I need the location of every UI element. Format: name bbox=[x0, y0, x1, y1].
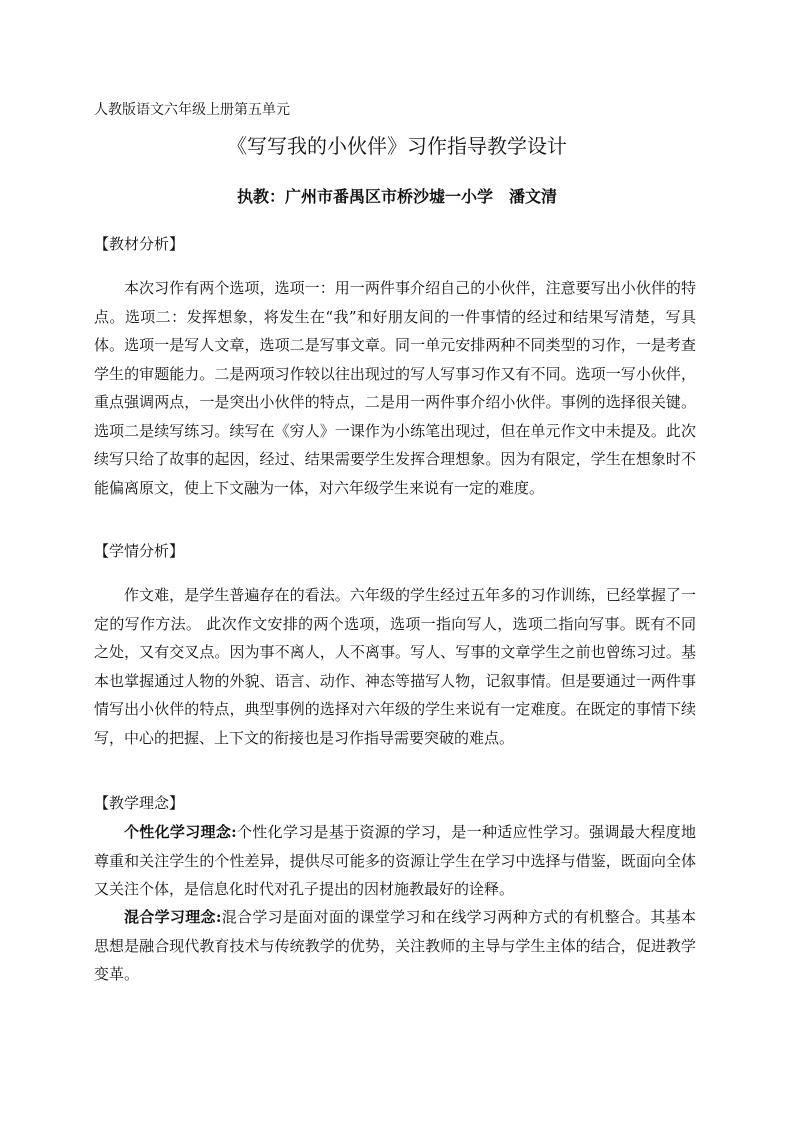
paragraph-learner-analysis: 作文难，是学生普遍存在的看法。六年级的学生经过五年多的习作训练，已经掌握了一定的写作方法。 此次作文安排的两个选项，选项一指向写人，选项二指向写事。既有不同之处，又有交叉点。因为事不离人，人不离事。写人、写事的文章学生之前也曾练习过。基本也掌握通过人物的外貌、语言、动作、神态等描写人物，记叙事情。但是要通过一两件事情写出小伙伴的特点，典型事例的选择对六年级的学生来说有一定难度。在既定的事情下续写，中心的把握、上下文的衔接也是习作指导需要突破的难点。 bbox=[94, 586, 696, 747]
section-heading-teaching-philosophy: 【教学理念】 bbox=[94, 794, 185, 812]
paragraph-blended-learning bbox=[94, 903, 696, 989]
document-title: 《写写我的小伙伴》习作指导教学设计 bbox=[227, 134, 567, 158]
section-heading-textbook-analysis: 【教材分析】 bbox=[94, 235, 185, 253]
document-header: 人教版语文六年级上册第五单元 bbox=[94, 102, 290, 118]
paragraph-personalized-learning bbox=[94, 818, 696, 904]
section-heading-learner-analysis: 【学情分析】 bbox=[94, 542, 185, 560]
paragraph-text-blended-learning: 混合学习是面对面的课堂学习和在线学习两种方式的有机整合。其基本思想是融合现代教育技术与传统教学的优势，关注教师的主导与学生主体的结合，促进教学变革。 bbox=[94, 908, 696, 983]
document-author: 执教：广州市番禺区市桥沙墟一小学 潘文清 bbox=[236, 187, 557, 206]
paragraph-lead-personalized-learning: 个性化学习理念: bbox=[124, 823, 237, 841]
paragraph-text-personalized-learning: 个性化学习是基于资源的学习，是一种适应性学习。强调最大程度地尊重和关注学生的个性差异，提供尽可能多的资源让学生在学习中选择与借鉴，既面向全体又关注个体，是信息化时代对孔子提出的因材施教最好的诠释。 bbox=[94, 823, 696, 898]
paragraph-textbook-analysis: 本次习作有两个选项，选项一：用一两件事介绍自己的小伙伴，注意要写出小伙伴的特点。选项二：发挥想象，将发生在“我”和好朋友间的一件事情的经过和结果写清楚，写具体。选项一是写人文章，选项二是写事文章。同一单元安排两种不同类型的习作，一是考查学生的审题能力。二是两项习作较以往出现过的写人写事习作又有不同。选项一写小伙伴，重点强调两点，一是突出小伙伴的特点，二是用一两件事介绍小伙伴。事例的选择很关键。选项二是续写练习。续写在《穷人》一课作为小练笔出现过，但在单元作文中未提及。此次续写只给了故事的起因，经过、结果需要学生发挥合理想象。因为有限定，学生在想象时不能偏离原文，使上下文融为一体，对六年级学生来说有一定的难度。 bbox=[94, 279, 696, 497]
paragraph-lead-blended-learning: 混合学习理念: bbox=[124, 908, 222, 926]
